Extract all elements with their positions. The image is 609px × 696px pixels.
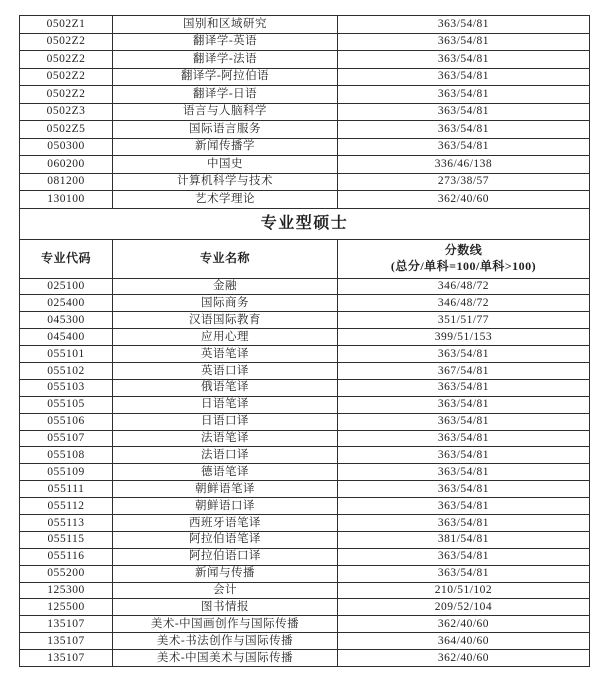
cell-code: 055113	[20, 514, 113, 531]
cell-code: 055107	[20, 430, 113, 447]
table-row	[20, 346, 590, 363]
header-row	[20, 239, 590, 278]
table-row	[20, 16, 590, 34]
cell-code: 055200	[20, 565, 113, 582]
section-title-row	[20, 208, 590, 239]
cell-name: 英语口译	[113, 362, 338, 379]
table-row	[20, 481, 590, 498]
cell-name: 中国史	[113, 156, 338, 174]
cell-score: 363/54/81	[338, 430, 590, 447]
cell-score: 363/54/81	[338, 138, 590, 156]
cell-code: 045400	[20, 329, 113, 346]
cell-name: 图书情报	[113, 599, 338, 616]
cell-score: 363/54/81	[338, 103, 590, 121]
cell-name: 阿拉伯语笔译	[113, 531, 338, 548]
cell-code: 025100	[20, 278, 113, 295]
cell-score: 363/54/81	[338, 464, 590, 481]
table-row	[20, 295, 590, 312]
cell-code: 055103	[20, 379, 113, 396]
table-row	[20, 138, 590, 156]
table-row	[20, 362, 590, 379]
cell-name: 日语笔译	[113, 396, 338, 413]
table-row	[20, 616, 590, 633]
table-row	[20, 68, 590, 86]
cell-name: 美术-中国美术与国际传播	[113, 650, 338, 667]
cell-score: 336/46/138	[338, 156, 590, 174]
cell-name: 艺术学理论	[113, 191, 338, 209]
table-row	[20, 650, 590, 667]
cell-code: 055111	[20, 481, 113, 498]
section-title: 专业型硕士	[20, 208, 590, 239]
table-row	[20, 531, 590, 548]
cell-score: 363/54/81	[338, 498, 590, 515]
cell-code: 055108	[20, 447, 113, 464]
cell-code: 0502Z2	[20, 51, 113, 69]
cell-code: 045300	[20, 312, 113, 329]
cell-score: 363/54/81	[338, 481, 590, 498]
cell-name: 国际商务	[113, 295, 338, 312]
cell-name: 翻译学-阿拉伯语	[113, 68, 338, 86]
cell-name: 新闻传播学	[113, 138, 338, 156]
cell-name: 会计	[113, 582, 338, 599]
cell-code: 130100	[20, 191, 113, 209]
table-row	[20, 86, 590, 104]
cell-score: 346/48/72	[338, 278, 590, 295]
cell-code: 0502Z5	[20, 121, 113, 139]
table-row	[20, 430, 590, 447]
table-row	[20, 51, 590, 69]
cell-score: 363/54/81	[338, 121, 590, 139]
section-title-rowgroup	[20, 208, 590, 239]
cell-name: 翻译学-日语	[113, 86, 338, 104]
table-row	[20, 548, 590, 565]
cell-score: 363/54/81	[338, 51, 590, 69]
cell-name: 语言与人脑科学	[113, 103, 338, 121]
cell-code: 055106	[20, 413, 113, 430]
table-row	[20, 447, 590, 464]
header-score-line2: (总分/单科=100/单科>100)	[390, 258, 537, 273]
cell-code: 0502Z2	[20, 86, 113, 104]
cell-code: 0502Z2	[20, 33, 113, 51]
cell-name: 新闻与传播	[113, 565, 338, 582]
cell-name: 美术-中国画创作与国际传播	[113, 616, 338, 633]
cell-name: 美术-书法创作与国际传播	[113, 633, 338, 650]
cell-score: 363/54/81	[338, 514, 590, 531]
cell-code: 055102	[20, 362, 113, 379]
cell-name: 翻译学-英语	[113, 33, 338, 51]
cell-score: 363/54/81	[338, 565, 590, 582]
cell-code: 060200	[20, 156, 113, 174]
cell-score: 363/54/81	[338, 379, 590, 396]
cell-name: 国别和区域研究	[113, 16, 338, 34]
cell-name: 翻译学-法语	[113, 51, 338, 69]
cell-name: 西班牙语笔译	[113, 514, 338, 531]
cell-name: 应用心理	[113, 329, 338, 346]
cell-name: 法语笔译	[113, 430, 338, 447]
cell-score: 362/40/60	[338, 616, 590, 633]
cell-score: 346/48/72	[338, 295, 590, 312]
cell-code: 050300	[20, 138, 113, 156]
table-row	[20, 312, 590, 329]
table-row	[20, 498, 590, 515]
table-row	[20, 633, 590, 650]
header-name: 专业名称	[113, 239, 338, 278]
cell-code: 0502Z3	[20, 103, 113, 121]
cell-code: 125300	[20, 582, 113, 599]
professional-masters-header	[20, 239, 590, 278]
cell-score: 399/51/153	[338, 329, 590, 346]
cell-name: 金融	[113, 278, 338, 295]
cell-score: 363/54/81	[338, 413, 590, 430]
cell-code: 081200	[20, 173, 113, 191]
professional-masters-rows	[20, 278, 590, 666]
cell-name: 朝鲜语笔译	[113, 481, 338, 498]
cell-code: 055115	[20, 531, 113, 548]
header-code: 专业代码	[20, 239, 113, 278]
cell-score: 273/38/57	[338, 173, 590, 191]
header-score-line1: 分数线	[444, 242, 483, 257]
table-row	[20, 582, 590, 599]
table-row	[20, 121, 590, 139]
table-row	[20, 156, 590, 174]
cell-name: 阿拉伯语口译	[113, 548, 338, 565]
cell-score: 381/54/81	[338, 531, 590, 548]
cell-score: 209/52/104	[338, 599, 590, 616]
cell-score: 362/40/60	[338, 650, 590, 667]
cell-score: 363/54/81	[338, 86, 590, 104]
cell-score: 362/40/60	[338, 191, 590, 209]
table-row	[20, 413, 590, 430]
table-row	[20, 396, 590, 413]
cell-name: 汉语国际教育	[113, 312, 338, 329]
cell-code: 0502Z1	[20, 16, 113, 34]
table-row	[20, 599, 590, 616]
cell-score: 363/54/81	[338, 68, 590, 86]
cell-name: 日语口译	[113, 413, 338, 430]
cell-code: 055101	[20, 346, 113, 363]
header-score	[338, 239, 590, 278]
cell-code: 135107	[20, 616, 113, 633]
table-row	[20, 514, 590, 531]
table-row	[20, 33, 590, 51]
cell-code: 0502Z2	[20, 68, 113, 86]
cell-score: 363/54/81	[338, 33, 590, 51]
cell-name: 计算机科学与技术	[113, 173, 338, 191]
cell-name: 朝鲜语口译	[113, 498, 338, 515]
cell-score: 363/54/81	[338, 548, 590, 565]
cell-score: 367/54/81	[338, 362, 590, 379]
cell-code: 125500	[20, 599, 113, 616]
cell-code: 055105	[20, 396, 113, 413]
table-row	[20, 464, 590, 481]
admission-score-table	[19, 15, 590, 667]
cell-name: 国际语言服务	[113, 121, 338, 139]
cell-score: 364/40/60	[338, 633, 590, 650]
cell-score: 363/54/81	[338, 346, 590, 363]
cell-code: 135107	[20, 633, 113, 650]
cell-score: 351/51/77	[338, 312, 590, 329]
cell-score: 363/54/81	[338, 16, 590, 34]
table-row	[20, 565, 590, 582]
cell-name: 德语笔译	[113, 464, 338, 481]
table-row	[20, 191, 590, 209]
academic-masters-rows	[20, 16, 590, 209]
table-row	[20, 173, 590, 191]
cell-code: 055112	[20, 498, 113, 515]
cell-code: 135107	[20, 650, 113, 667]
cell-score: 210/51/102	[338, 582, 590, 599]
table-row	[20, 379, 590, 396]
cell-code: 025400	[20, 295, 113, 312]
table-row	[20, 329, 590, 346]
cell-code: 055116	[20, 548, 113, 565]
cell-code: 055109	[20, 464, 113, 481]
table-row	[20, 103, 590, 121]
cell-score: 363/54/81	[338, 396, 590, 413]
table-row	[20, 278, 590, 295]
cell-name: 英语笔译	[113, 346, 338, 363]
cell-name: 法语口译	[113, 447, 338, 464]
cell-score: 363/54/81	[338, 447, 590, 464]
cell-name: 俄语笔译	[113, 379, 338, 396]
